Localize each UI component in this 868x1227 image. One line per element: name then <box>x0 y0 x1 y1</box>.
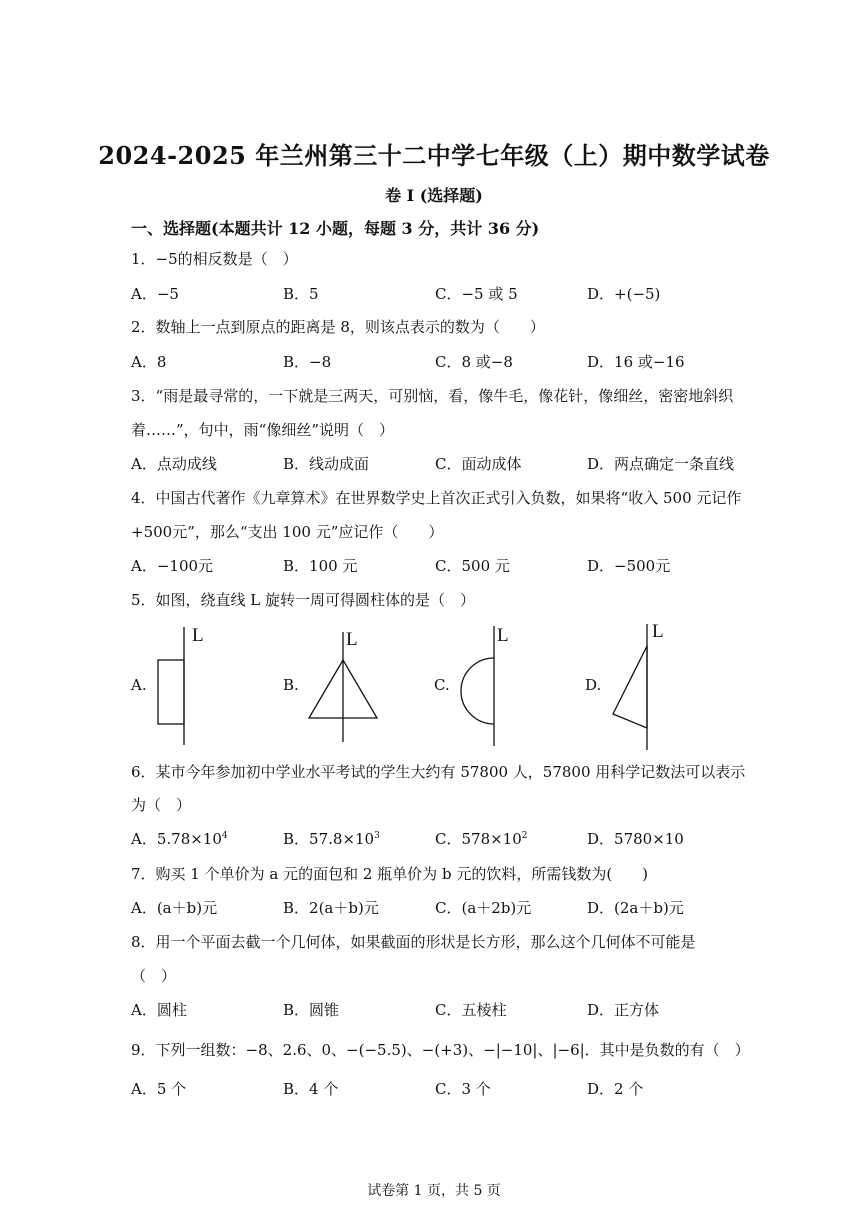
option-a: A．圆柱 <box>131 1001 187 1019</box>
option-a: A．−100元 <box>131 557 214 575</box>
question-3-options <box>131 454 751 476</box>
question-5-stem: 5．如图，绕直线 L 旋转一周可得圆柱体的是（ ） <box>131 591 476 609</box>
option-b: B．−8 <box>283 353 332 371</box>
question-7-options <box>131 898 751 920</box>
question-3-stem-line-1: 3．“雨是最寻常的，一下就是三两天，可别恼，看，像牛毛，像花针，像细丝，密密地斜织 <box>131 387 734 405</box>
figure-d-axis-label: L <box>652 621 664 642</box>
option-b: B．5 <box>283 285 319 303</box>
option-c: C．500 元 <box>435 557 510 575</box>
option-a <box>131 829 228 849</box>
option-b-base: B．57.8×10 <box>283 830 375 848</box>
question-6-options <box>131 829 751 851</box>
question-8-options <box>131 1000 751 1022</box>
rotation-figures <box>0 620 868 760</box>
question-2-options <box>131 352 751 374</box>
figure-d-triangle <box>613 646 647 728</box>
option-d: D．+(−5) <box>587 285 661 303</box>
question-1-stem: 1．−5的相反数是（ ） <box>131 250 298 268</box>
figure-b-label: B. <box>283 676 299 694</box>
figure-a-label: A. <box>131 676 147 694</box>
question-4-stem-line-1: 4．中国古代著作《九章算术》在世界数学史上首次正式引入负数，如果将“收入 500 元记作 <box>131 489 742 507</box>
option-b: B．100 元 <box>283 557 358 575</box>
option-a-exponent: 4 <box>221 831 228 841</box>
option-c: C．(a＋2b)元 <box>435 899 532 917</box>
question-9-options <box>131 1079 751 1101</box>
question-1-options <box>131 284 751 306</box>
option-c: C．−5 或 5 <box>435 285 518 303</box>
option-c <box>435 829 528 849</box>
option-d: D．(2a＋b)元 <box>587 899 684 917</box>
figure-c-axis-label: L <box>497 625 509 646</box>
option-a: A．(a＋b)元 <box>131 899 218 917</box>
option-b <box>283 829 380 849</box>
question-9-stem: 9．下列一组数：−8、2.6、0、−(−5.5)、−(+3)、−|−10|、|−6|．其中是负数的有（ ） <box>131 1041 750 1059</box>
option-c: C．8 或−8 <box>435 353 513 371</box>
option-b: B．线动成面 <box>283 455 370 473</box>
option-d: D．正方体 <box>587 1001 660 1019</box>
question-6-stem-line-2: 为（ ） <box>131 796 192 814</box>
option-a-base: A．5.78×10 <box>131 830 222 848</box>
question-8-stem-line-2: （ ） <box>131 967 177 985</box>
option-a: A．−5 <box>131 285 179 303</box>
option-a: A．点动成线 <box>131 455 217 473</box>
option-a: A．5 个 <box>131 1080 187 1098</box>
option-c-base: C．578×10 <box>435 830 522 848</box>
option-b-exponent: 3 <box>374 831 380 841</box>
question-7-stem: 7．购买 1 个单价为 a 元的面包和 2 瓶单价为 b 元的饮料，所需钱数为( ) <box>131 865 649 883</box>
page-subtitle: 卷 I (选择题) <box>385 186 483 205</box>
figure-b-axis-label: L <box>346 629 358 650</box>
option-c-exponent: 2 <box>521 831 528 841</box>
page-title: 2024-2025 年兰州第三十二中学七年级（上）期中数学试卷 <box>98 141 770 170</box>
option-c: C．面动成体 <box>435 455 522 473</box>
option-d: D．2 个 <box>587 1080 644 1098</box>
figure-d-label: D. <box>585 676 602 694</box>
option-c: C．五棱柱 <box>435 1001 507 1019</box>
question-4-stem-line-2: +500元”，那么“支出 100 元”应记作（ ） <box>131 523 444 541</box>
figure-a-axis-label: L <box>192 625 204 646</box>
option-c: C．3 个 <box>435 1080 491 1098</box>
page-footer: 试卷第 1 页，共 5 页 <box>367 1183 501 1199</box>
figure-a-rectangle <box>158 660 184 724</box>
question-6-stem-line-1: 6．某市今年参加初中学业水平考试的学生大约有 57800 人，57800 用科学记数法可以表示 <box>131 763 746 781</box>
figure-c-label: C. <box>434 676 450 694</box>
option-d: D．−500元 <box>587 557 671 575</box>
question-4-options <box>131 556 751 578</box>
option-b: B．4 个 <box>283 1080 339 1098</box>
option-b: B．2(a＋b)元 <box>283 899 379 917</box>
question-8-stem-line-1: 8．用一个平面去截一个几何体，如果截面的形状是长方形，那么这个几何体不可能是 <box>131 933 696 951</box>
question-3-stem-line-2: 着……”，句中，雨“像细丝”说明（ ） <box>131 421 395 439</box>
section-heading: 一、选择题(本题共计 12 小题，每题 3 分，共计 36 分) <box>131 219 540 238</box>
figure-c-semicircle <box>461 658 494 724</box>
option-d: D．5780×10 <box>587 830 684 848</box>
question-2-stem: 2．数轴上一点到原点的距离是 8，则该点表示的数为（ ） <box>131 318 545 336</box>
option-a: A．8 <box>131 353 167 371</box>
option-d: D．16 或−16 <box>587 353 685 371</box>
option-b: B．圆锥 <box>283 1001 340 1019</box>
option-d: D．两点确定一条直线 <box>587 455 735 473</box>
